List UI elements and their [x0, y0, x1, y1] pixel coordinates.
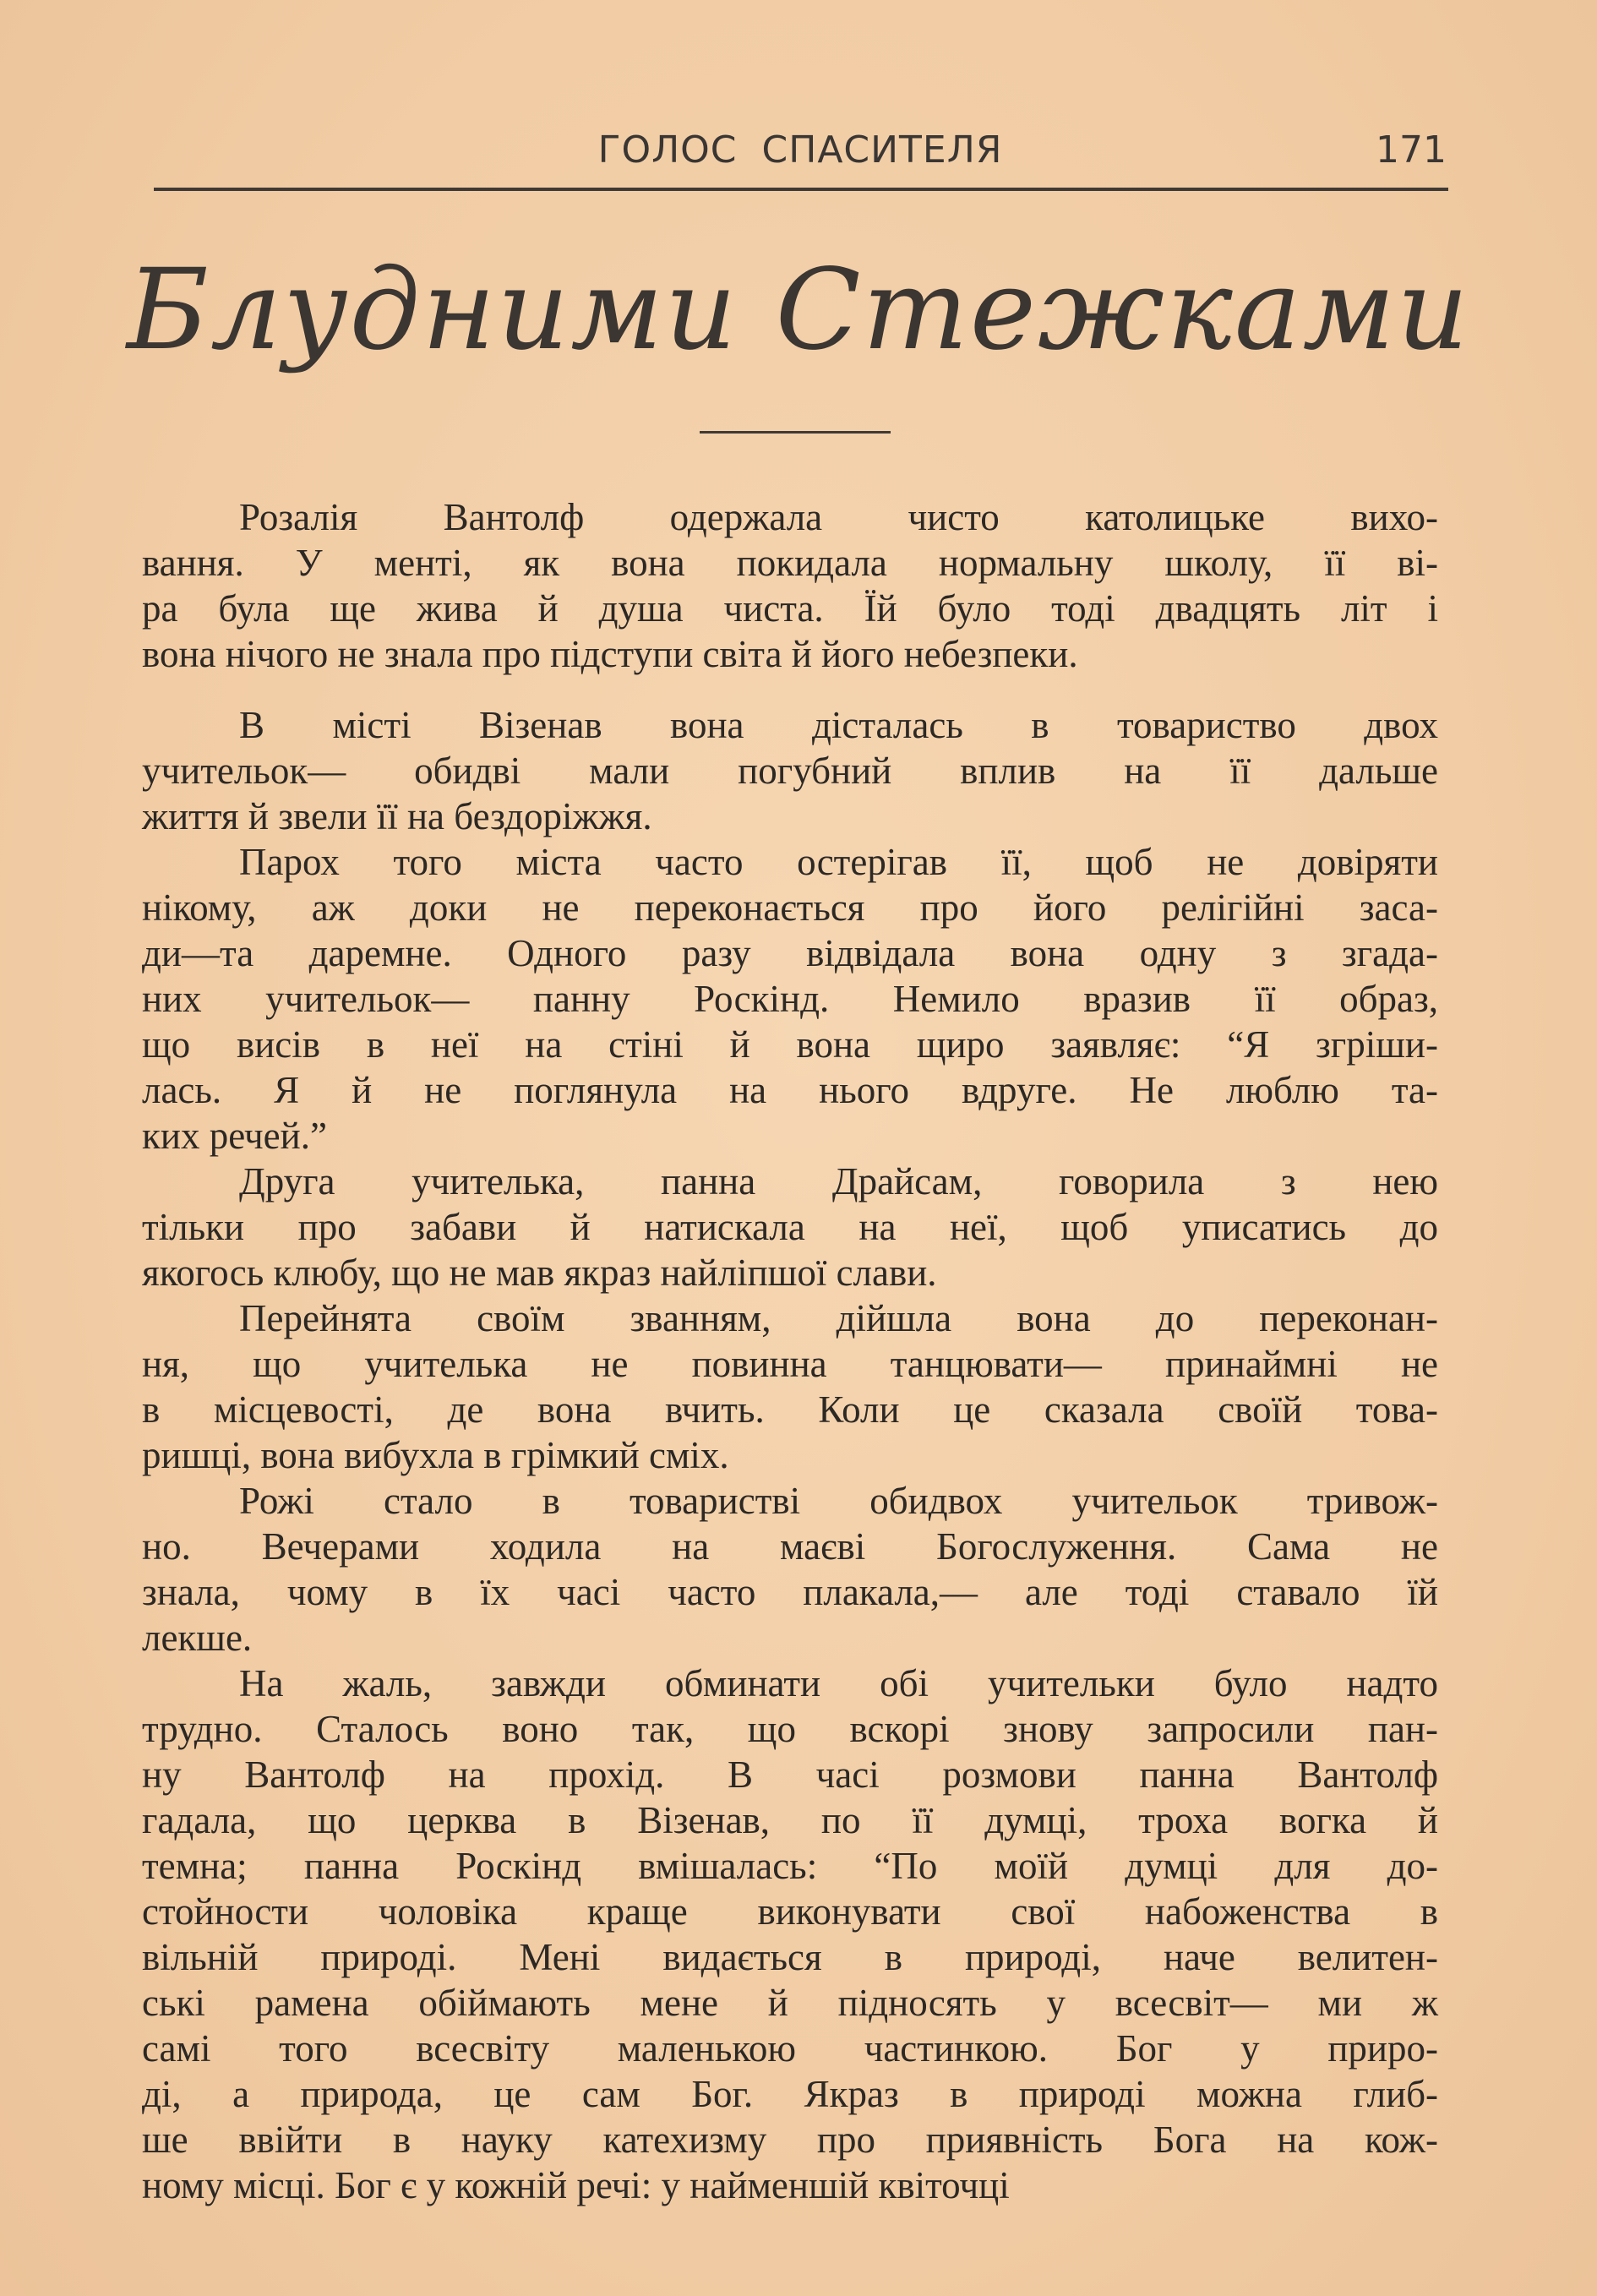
paragraph-gap	[142, 677, 1438, 702]
paragraph	[142, 1478, 1438, 1661]
article-body	[142, 494, 1438, 2208]
text-line: Рожі стало в товаристві обидвох учительок тривож-	[239, 1480, 1438, 1522]
text-line: Парох того міста часто остерігав її, щоб не довіряти	[239, 841, 1438, 883]
text-line: ські рамена обіймають мене й підносять у всесвіт— ми ж	[142, 1982, 1438, 2024]
text-line: ких речей.”	[142, 1115, 327, 1157]
text-line: ра була ще жива й душа чиста. Їй було тоді двадцять літ і	[142, 587, 1438, 630]
text-line: Розалія Вантолф одержала чисто католицьке вихо-	[239, 496, 1438, 538]
header-rule	[154, 188, 1448, 191]
text-line: що висів в неї на стіні й вона щиро заявляє: “Я згріши-	[142, 1023, 1438, 1066]
text-line: учительок— обидві мали погубний вплив на її дальше	[142, 750, 1438, 792]
paragraph	[142, 494, 1438, 677]
text-line: Друга учителька, панна Драйсам, говорила з нею	[239, 1160, 1438, 1203]
text-line: ришці, вона вибухла в грімкий сміх.	[142, 1434, 729, 1476]
title-divider	[700, 431, 891, 434]
running-head	[154, 128, 1447, 179]
paragraph	[142, 1661, 1438, 2208]
text-line: ну Вантолф на прохід. В часі розмови панна Вантолф	[142, 1753, 1438, 1796]
text-line: вання. У менті, як вона покидала нормальну школу, її ві-	[142, 542, 1438, 584]
text-line: в місцевості, де вона вчить. Коли це сказала своїй това-	[142, 1388, 1438, 1431]
text-line: життя й звели її на бездоріжжя.	[142, 795, 652, 837]
text-line: якогось клюбу, що не мав якраз найліпшої слави.	[142, 1252, 937, 1294]
paragraph	[142, 839, 1438, 1159]
text-line: самі того всесвіту маленькою частинкою. Бог у приро-	[142, 2027, 1438, 2070]
text-line: них учительок— панну Роскінд. Немило вразив її образ,	[142, 978, 1438, 1020]
text-line: вона нічого не знала про підступи світа й його небезпеки.	[142, 633, 1078, 675]
text-line: лась. Я й не поглянула на нього вдруге. Не люблю та-	[142, 1069, 1438, 1111]
text-line: ному місці. Бог є у кожній речі: у найменшій квіточці	[142, 2164, 1010, 2206]
text-line: ди—та даремне. Одного разу відвідала вона одну з згада-	[142, 932, 1438, 974]
paragraph	[142, 1295, 1438, 1478]
text-line: стойности чоловіка краще виконувати свої набоженства в	[142, 1890, 1438, 1933]
text-line: гадала, що церква в Візенав, по її думці, троха вогка й	[142, 1799, 1438, 1841]
text-line: вільній природі. Мені видається в природі, наче велитен-	[142, 1936, 1438, 1978]
text-line: знала, чому в їх часі часто плакала,— але тоді ставало їй	[142, 1571, 1438, 1613]
text-line: тільки про забави й натискала на неї, щоб уписатись до	[142, 1206, 1438, 1248]
text-line: нікому, аж доки не переконається про його релігійні заса-	[142, 886, 1438, 929]
text-line: В місті Візенав вона дісталась в товариство двох	[239, 704, 1438, 746]
page-number: 171	[1376, 128, 1447, 172]
text-line: ше ввійти в науку катехизму про приявність Бога на кож-	[142, 2119, 1438, 2161]
text-line: Перейнята своїм званням, дійшла вона до переконан-	[239, 1297, 1438, 1339]
text-line: темна; панна Роскінд вмішалась: “По моїй думці для до-	[142, 1845, 1438, 1887]
text-line: ді, а природа, це сам Бог. Якраз в природі можна глиб-	[142, 2073, 1438, 2115]
text-line: лекше.	[142, 1617, 253, 1659]
running-title: ГОЛОС СПАСИТЕЛЯ	[597, 128, 1003, 172]
text-line: трудно. Сталось воно так, що вскорі знову запросили пан-	[142, 1708, 1438, 1750]
text-line: На жаль, завжди обминати обі учительки було надто	[239, 1662, 1438, 1704]
paragraph	[142, 1159, 1438, 1295]
article-title: Блудними Стежками	[127, 245, 1470, 375]
text-line: но. Вечерами ходила на маєві Богослуження. Сама не	[142, 1525, 1438, 1568]
text-line: ня, що учителька не повинна танцювати— принаймні не	[142, 1343, 1438, 1385]
paragraph	[142, 702, 1438, 839]
